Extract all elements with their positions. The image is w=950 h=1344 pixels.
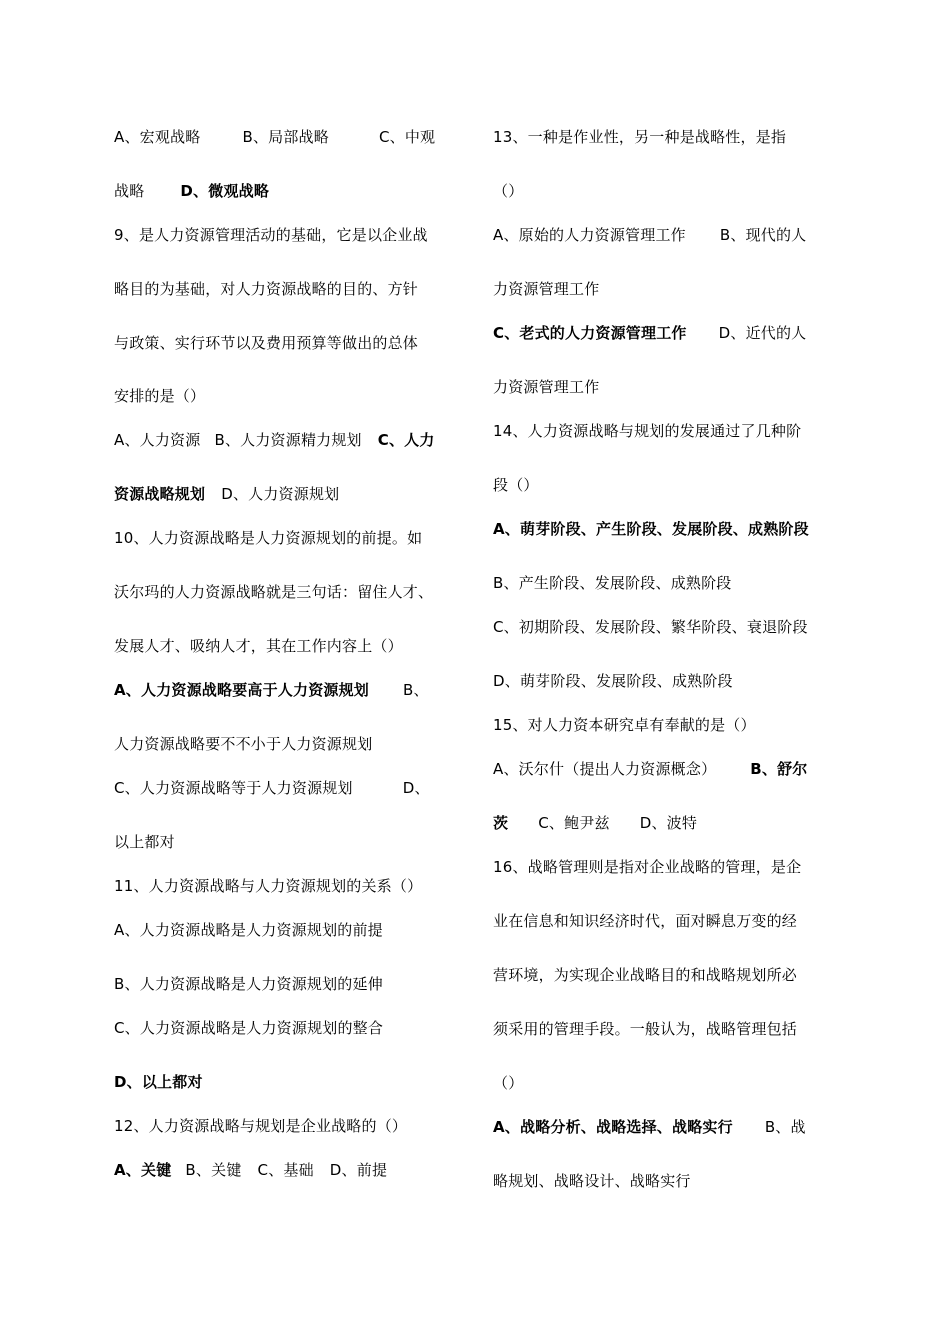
option-c: C、鲍尹兹 [538,814,610,832]
q11-option-c: C、人力资源战略是人力资源规划的整合 [114,1019,384,1037]
q12-text: 12、人力资源战略与规划是企业战略的（） [114,1117,408,1135]
q16-text-line-2: 业在信息和知识经济时代，面对瞬息万变的经 [493,912,798,930]
q16-text-line-3: 营环境，为实现企业战略目的和战略规划所必 [493,966,798,984]
q10-options-line-1 [114,680,429,700]
option-a: A、人力资源 [114,431,201,449]
q10-text-line-1: 10、人力资源战略是人力资源规划的前提。如 [114,529,423,547]
q15-options-line-2 [493,813,697,833]
q12-options [114,1160,387,1180]
q14-option-a-answer: A、萌芽阶段、产生阶段、发展阶段、成熟阶段 [493,520,809,538]
option-c: C、基础 [257,1161,314,1179]
option-b: B、人力资源精力规划 [214,431,362,449]
option-b: B、局部战略 [242,128,329,146]
q13-options-line-1 [493,225,806,245]
q9-text-line-3: 与政策、实行环节以及费用预算等做出的总体 [114,334,419,352]
option-a-answer: A、关键 [114,1161,172,1179]
q15-text: 15、对人力资本研究卓有奉献的是（） [493,716,756,734]
option-c-answer-cont: 资源战略规划 [114,485,206,503]
option-d: D、波特 [639,814,698,832]
q14-option-b: B、产生阶段、发展阶段、成熟阶段 [493,574,732,592]
option-b: B、关键 [185,1161,242,1179]
q16-options-line-1 [493,1117,806,1137]
option-d: D、近代的人 [718,324,807,342]
option-a-answer: A、人力资源战略要高于人力资源规划 [114,681,370,699]
q14-text-line-1: 14、人力资源战略与规划的发展通过了几种阶 [493,422,802,440]
option-b: B、 [403,681,429,699]
q8-options-line-2 [114,181,269,201]
q11-option-b: B、人力资源战略是人力资源规划的延伸 [114,975,383,993]
q13-options-line-4: 力资源管理工作 [493,378,600,396]
q14-text-line-2: 段（） [493,476,539,494]
option-c-answer: C、老式的人力资源管理工作 [493,324,687,342]
q16-text-line-1: 16、战略管理则是指对企业战略的管理，是企 [493,858,802,876]
option-c-answer: C、人力 [377,431,435,449]
option-a: A、宏观战略 [114,128,201,146]
option-b: B、战 [764,1118,806,1136]
option-c-cont: 战略 [114,182,145,200]
option-b-answer-cont: 茨 [493,814,509,832]
q9-text-line-4: 安排的是（） [114,387,206,405]
q8-options-line-1 [114,127,435,147]
q10-options-line-3 [114,778,430,798]
option-d: D、人力资源规划 [221,485,340,503]
q9-text-line-1: 9、是人力资源管理活动的基础，它是以企业战 [114,226,428,244]
q13-options-line-2: 力资源管理工作 [493,280,600,298]
option-c: C、中观 [378,128,436,146]
option-a: A、原始的人力资源管理工作 [493,226,686,244]
q13-text-line-2: （） [493,182,524,200]
q10-options-line-2: 人力资源战略要不不小于人力资源规划 [114,735,373,753]
q11-text: 11、人力资源战略与人力资源规划的关系（） [114,877,423,895]
q16-options-line-2: 略规划、战略设计、战略实行 [493,1172,691,1190]
option-b: B、现代的人 [719,226,807,244]
q11-option-d-answer: D、以上都对 [114,1073,203,1091]
q16-text-line-5: （） [493,1074,524,1092]
option-d-answer: D、微观战略 [180,182,270,200]
q14-option-d: D、萌芽阶段、发展阶段、成熟阶段 [493,672,733,690]
q10-text-line-3: 发展人才、吸纳人才，其在工作内容上（） [114,637,403,655]
option-d: D、 [402,779,430,797]
q9-options-line-2 [114,484,339,504]
q9-options-line-1 [114,430,435,450]
q13-text-line-1: 13、一种是作业性，另一种是战略性，是指 [493,128,787,146]
q9-text-line-2: 略目的为基础，对人力资源战略的目的、方针 [114,280,419,298]
option-a: A、沃尔什（提出人力资源概念） [493,760,717,778]
q10-options-line-4: 以上都对 [114,833,175,851]
q10-text-line-2: 沃尔玛的人力资源战略就是三句话：留住人才、 [114,583,434,601]
q14-option-c: C、初期阶段、发展阶段、繁华阶段、衰退阶段 [493,618,808,636]
option-d: D、前提 [329,1161,388,1179]
q16-text-line-4: 须采用的管理手段。一般认为，战略管理包括 [493,1020,798,1038]
q15-options-line-1 [493,759,808,779]
q11-option-a: A、人力资源战略是人力资源规划的前提 [114,921,383,939]
q13-options-line-3 [493,323,806,343]
option-a-answer: A、战略分析、战略选择、战略实行 [493,1118,733,1136]
option-c: C、人力资源战略等于人力资源规划 [114,779,353,797]
option-b-answer: B、舒尔 [750,760,808,778]
